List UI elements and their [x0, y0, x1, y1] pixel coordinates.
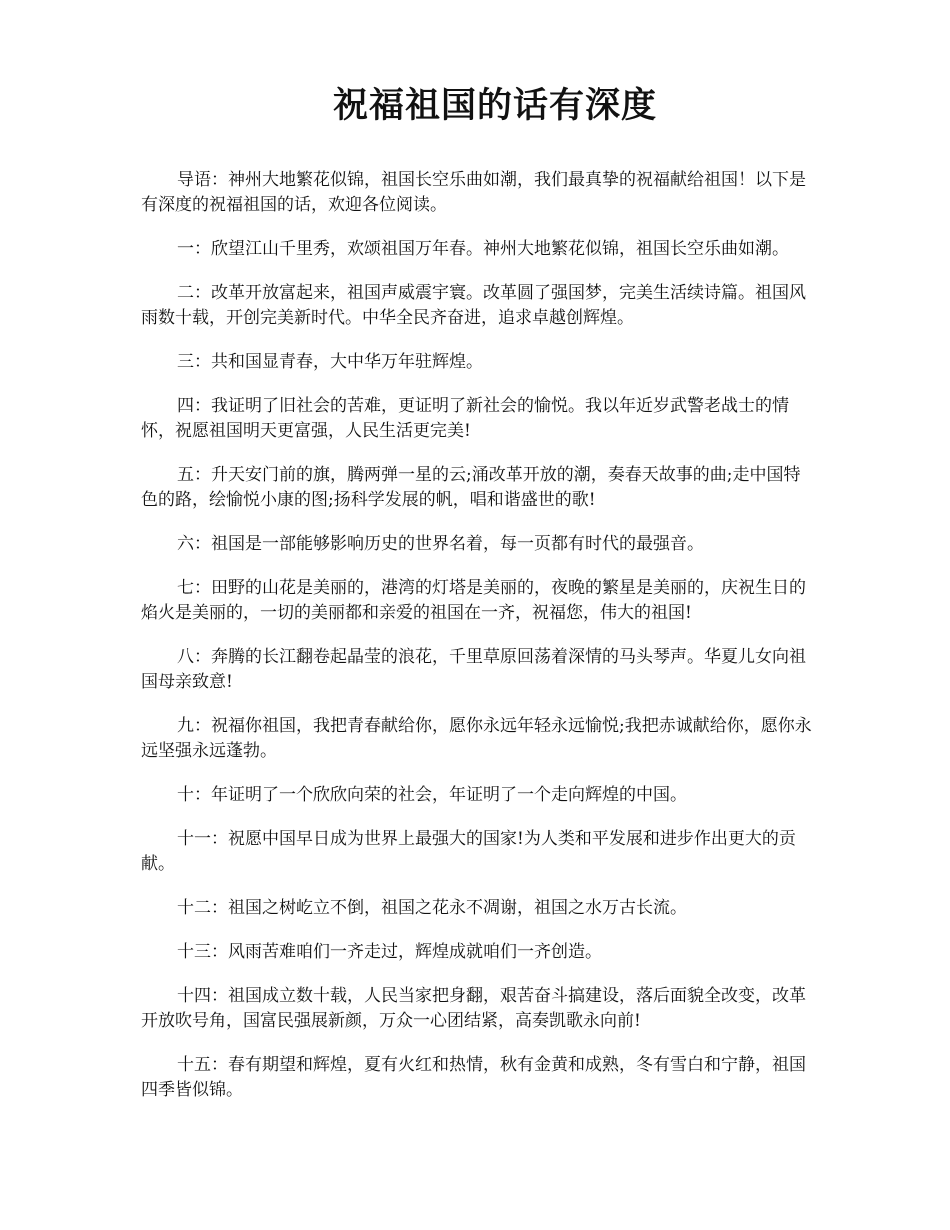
paragraph-15: 十五：春有期望和辉煌，夏有火红和热情，秋有金黄和成熟，冬有雪白和宁静，祖国四季皆似锦。: [141, 1055, 806, 1100]
paragraph-13: 十三：风雨苦难咱们一齐走过，辉煌成就咱们一齐创造。: [177, 942, 602, 962]
document-body: [141, 168, 812, 1122]
paragraph-2: 二：改革开放富起来，祖国声威震宇寰。改革圆了强国梦，完美生活续诗篇。祖国风雨数十载，开创完美新时代。中华全民齐奋进，追求卓越创辉煌。: [141, 283, 806, 328]
paragraph-intro: 导语：神州大地繁花似锦，祖国长空乐曲如潮，我们最真挚的祝福献给祖国！以下是有深度的祝福祖国的话，欢迎各位阅读。: [141, 170, 806, 215]
paragraph-10: 十：年证明了一个欣欣向荣的社会，年证明了一个走向辉煌的中国。: [177, 785, 687, 805]
paragraph-6: 六：祖国是一部能够影响历史的世界名着，每一页都有时代的最强音。: [177, 534, 704, 554]
paragraph-9: 九：祝福你祖国，我把青春献给你，愿你永远年轻永远愉悦;我把赤诚献给你，愿你永远坚强永远蓬勃。: [141, 716, 812, 761]
paragraph-7: 七：田野的山花是美丽的，港湾的灯塔是美丽的，夜晚的繁星是美丽的，庆祝生日的焰火是美丽的，一切的美丽都和亲爱的祖国在一齐，祝福您，伟大的祖国!: [141, 578, 806, 623]
paragraph-8: 八：奔腾的长江翻卷起晶莹的浪花，千里草原回荡着深情的马头琴声。华夏儿女向祖国母亲致意!: [141, 647, 806, 692]
document-title: 祝福祖国的话有深度: [332, 85, 657, 126]
paragraph-4: 四：我证明了旧社会的苦难，更证明了新社会的愉悦。我以年近岁武警老战士的情怀，祝愿祖国明天更富强，人民生活更完美!: [141, 396, 789, 441]
paragraph-11: 十一：祝愿中国早日成为世界上最强大的国家!为人类和平发展和进步作出更大的贡献。: [141, 829, 796, 874]
paragraph-5: 五：升天安门前的旗，腾两弹一星的云;涌改革开放的潮，奏春天故事的曲;走中国特色的路，绘愉悦小康的图;扬科学发展的帆，唱和谐盛世的歌!: [141, 465, 801, 510]
paragraph-1: 一：欣望江山千里秀，欢颂祖国万年春。神州大地繁花似锦，祖国长空乐曲如潮。: [177, 239, 789, 259]
paragraph-14: 十四：祖国成立数十载，人民当家把身翻，艰苦奋斗搞建设，落后面貌全改变，改革开放吹号角，国富民强展新颜，万众一心团结紧，高奏凯歌永向前!: [141, 986, 806, 1031]
paragraph-3: 三：共和国显青春，大中华万年驻辉煌。: [177, 352, 483, 372]
paragraph-12: 十二：祖国之树屹立不倒，祖国之花永不凋谢，祖国之水万古长流。: [177, 898, 687, 918]
